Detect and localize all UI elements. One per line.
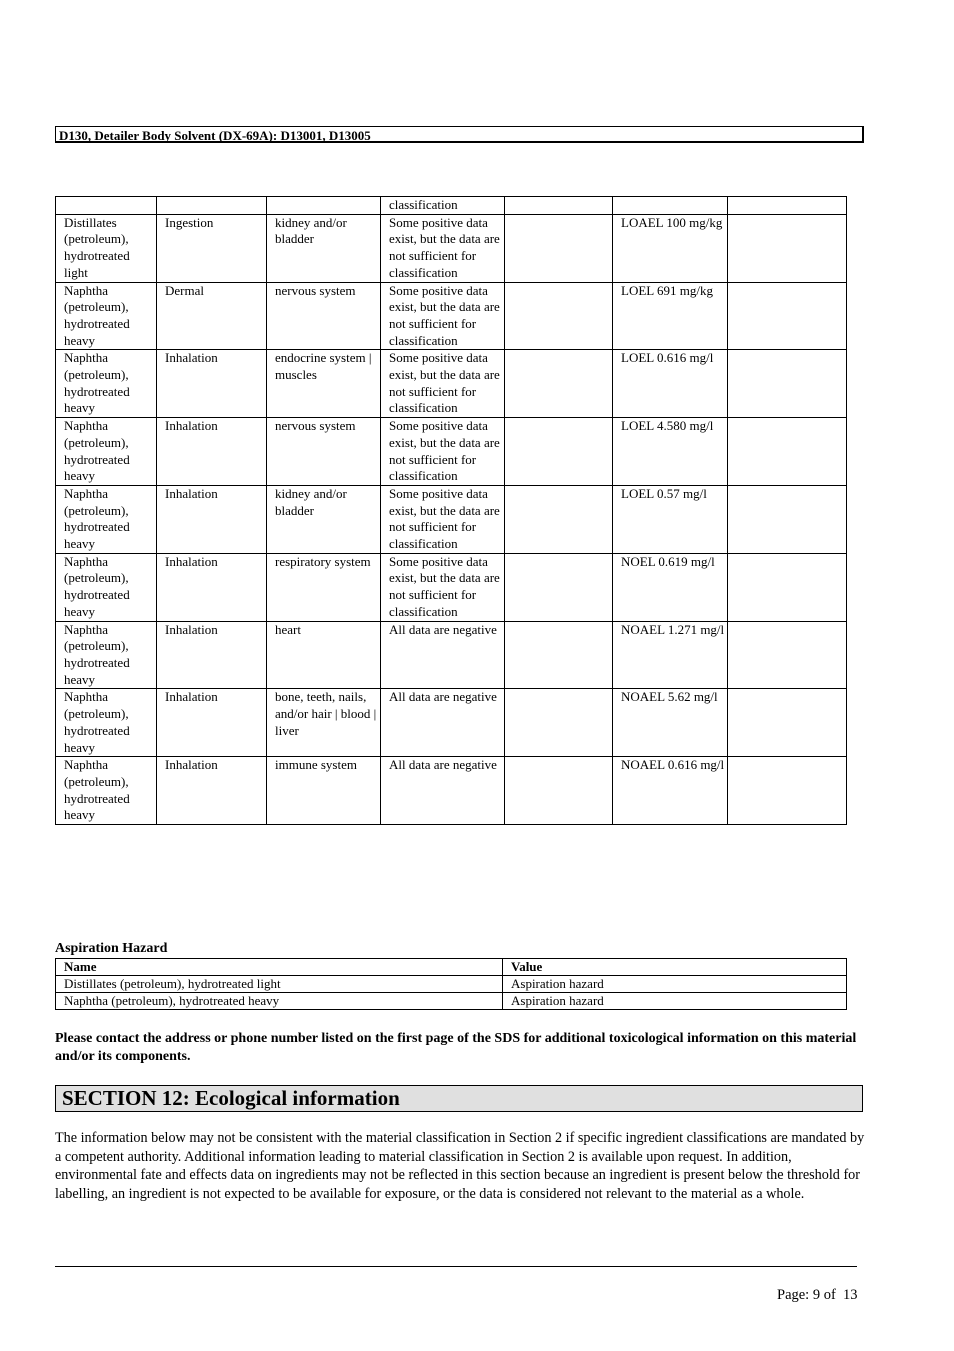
table-row: [56, 350, 847, 418]
table-cell: heart: [267, 621, 381, 689]
section-heading: SECTION 12: Ecological information: [55, 1085, 863, 1112]
table-cell: [728, 553, 847, 621]
table-cell: [505, 689, 613, 757]
table-cell: LOEL 0.57 mg/l: [613, 485, 728, 553]
table-cell: Inhalation: [157, 757, 267, 825]
table-cell: [728, 485, 847, 553]
target-organ-toxicity-table: [55, 196, 847, 825]
table-cell: [728, 689, 847, 757]
table-cell: Distillates (petroleum), hydrotreated light: [56, 976, 503, 993]
column-header: Name: [56, 959, 503, 976]
table-cell: Some positive data exist, but the data are not sufficient for classification: [381, 485, 505, 553]
table-cell: [157, 197, 267, 215]
table-cell: Naphtha (petroleum), hydrotreated heavy: [56, 553, 157, 621]
table-cell: Some positive data exist, but the data are not sufficient for classification: [381, 418, 505, 486]
table-cell: NOAEL 0.616 mg/l: [613, 757, 728, 825]
table-row: [56, 282, 847, 350]
table-cell: nervous system: [267, 282, 381, 350]
table-cell: NOAEL 1.271 mg/l: [613, 621, 728, 689]
table-cell: [728, 757, 847, 825]
table-cell: [728, 418, 847, 486]
table-row: [56, 621, 847, 689]
table-cell: [728, 197, 847, 215]
table-cell: classification: [381, 197, 505, 215]
table-cell: Naphtha (petroleum), hydrotreated heavy: [56, 689, 157, 757]
table-row: [56, 214, 847, 282]
table-cell: [728, 282, 847, 350]
table-cell: kidney and/or bladder: [267, 214, 381, 282]
table-cell: [56, 197, 157, 215]
table-cell: [505, 553, 613, 621]
table-cell: [728, 621, 847, 689]
table-cell: All data are negative: [381, 621, 505, 689]
table-cell: respiratory system: [267, 553, 381, 621]
table-cell: LOEL 691 mg/kg: [613, 282, 728, 350]
table-cell: LOAEL 100 mg/kg: [613, 214, 728, 282]
table-row: [56, 485, 847, 553]
table-cell: endocrine system | muscles: [267, 350, 381, 418]
table-cell: kidney and/or bladder: [267, 485, 381, 553]
table-cell: Inhalation: [157, 350, 267, 418]
table-cell: LOEL 0.616 mg/l: [613, 350, 728, 418]
table-cell: Some positive data exist, but the data are not sufficient for classification: [381, 282, 505, 350]
document-header: D130, Detailer Body Solvent (DX-69A): D13001, D13005: [55, 126, 864, 143]
table-cell: [505, 282, 613, 350]
table-cell: Dermal: [157, 282, 267, 350]
table-cell: [505, 757, 613, 825]
table-cell: Inhalation: [157, 689, 267, 757]
table-cell: NOAEL 5.62 mg/l: [613, 689, 728, 757]
table-cell: Some positive data exist, but the data are not sufficient for classification: [381, 214, 505, 282]
table-cell: Naphtha (petroleum), hydrotreated heavy: [56, 757, 157, 825]
table-cell: All data are negative: [381, 757, 505, 825]
aspiration-hazard-table: [55, 958, 847, 1010]
table-cell: [505, 485, 613, 553]
table-cell: immune system: [267, 757, 381, 825]
table-cell: All data are negative: [381, 689, 505, 757]
table-cell: Distillates (petroleum), hydrotreated light: [56, 214, 157, 282]
table-row: [56, 757, 847, 825]
contact-note: Please contact the address or phone number listed on the first page of the SDS for additional toxicological information on this material and/or its components.: [55, 1031, 857, 1064]
ecological-info-paragraph: The information below may not be consistent with the material classification in Section 2 if specific ingredient classifications are mandated by a competent authority. Additional information leading to material classification in Section 2 is available upon request. In addition, environmental fate and effects data on ingredients may not be reflected in this section because an ingredient is present below the threshold for labelling, an ingredient is not expected to be available for exposure, or the data is considered not relevant to the material as a whole.: [55, 1130, 865, 1202]
table-header-row: [56, 959, 847, 976]
table-cell: nervous system: [267, 418, 381, 486]
table-cell: Inhalation: [157, 621, 267, 689]
table-cell: Naphtha (petroleum), hydrotreated heavy: [56, 418, 157, 486]
table-cell: Aspiration hazard: [503, 976, 847, 993]
footer-divider: [55, 1266, 857, 1267]
table-cell: Naphtha (petroleum), hydrotreated heavy: [56, 282, 157, 350]
table-row: [56, 418, 847, 486]
table-cell: Inhalation: [157, 485, 267, 553]
table-cell: [267, 197, 381, 215]
table-cell: [728, 350, 847, 418]
table-cell: Inhalation: [157, 418, 267, 486]
table-cell: [728, 214, 847, 282]
table-cell: [505, 418, 613, 486]
table-cell: LOEL 4.580 mg/l: [613, 418, 728, 486]
table-cell: Naphtha (petroleum), hydrotreated heavy: [56, 485, 157, 553]
table-cell: NOEL 0.619 mg/l: [613, 553, 728, 621]
table-cell: Ingestion: [157, 214, 267, 282]
table-row: [56, 976, 847, 993]
table-cell: Naphtha (petroleum), hydrotreated heavy: [56, 621, 157, 689]
aspiration-hazard-title: Aspiration Hazard: [55, 941, 168, 956]
table-cell: bone, teeth, nails, and/or hair | blood | liver: [267, 689, 381, 757]
table-cell: Some positive data exist, but the data are not sufficient for classification: [381, 553, 505, 621]
table-row: [56, 553, 847, 621]
table-cell: Naphtha (petroleum), hydrotreated heavy: [56, 350, 157, 418]
table-cell: [613, 197, 728, 215]
table-cell: Aspiration hazard: [503, 993, 847, 1010]
page-number: Page: 9 of 13: [777, 1287, 858, 1303]
table-cell: [505, 621, 613, 689]
column-header: Value: [503, 959, 847, 976]
table-cell: Naphtha (petroleum), hydrotreated heavy: [56, 993, 503, 1010]
table-cell: Inhalation: [157, 553, 267, 621]
table-cell: [505, 214, 613, 282]
table-cell: Some positive data exist, but the data are not sufficient for classification: [381, 350, 505, 418]
table-row: [56, 689, 847, 757]
table-cell: [505, 197, 613, 215]
table-row: [56, 993, 847, 1010]
table-row: [56, 197, 847, 215]
table-cell: [505, 350, 613, 418]
